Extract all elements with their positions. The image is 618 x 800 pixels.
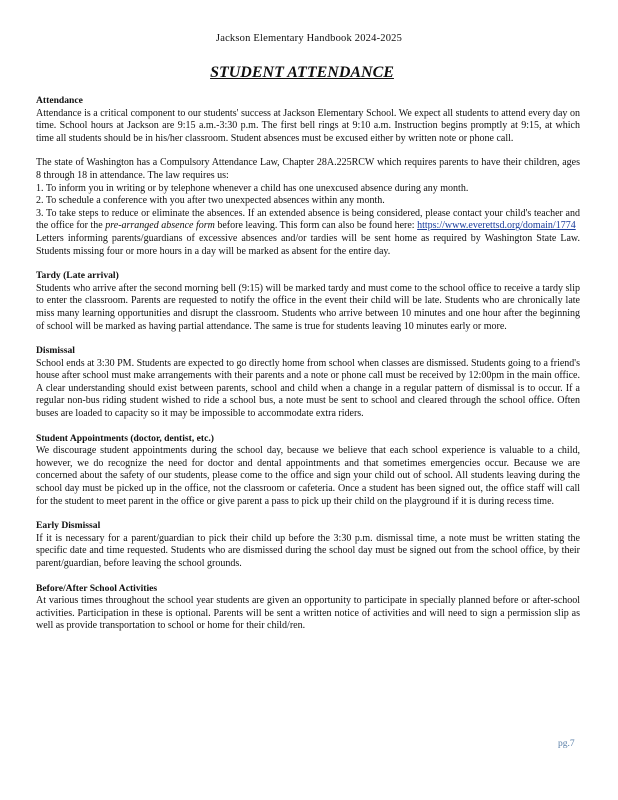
section-body: If it is necessary for a parent/guardian to pick their child up before the 3:30 p.m. dismissal time, a note must be written stating the specific date and time requested. Students who are dismissed during the school day must be signed out from the school office, by their parent/guardian, before leaving the school grounds. (36, 532, 580, 569)
section-body: At various times throughout the school year students are given an opportunity to participate in specially planned before or after-school activities. Participation in these is optional. Parents will be sent a written notice of activities and will need to sign a permission slip as well as provide transportation to school or home for their child/ren. (36, 595, 580, 632)
section-body: Students who arrive after the second morning bell (9:15) will be marked tardy and must come to the school office to receive a tardy slip to enter the classroom. Parents are requested to notify the office in the event their child will be late. Students who are chronically late miss many learning opportunities and disrupt the classroom. Students who arrive between 10 minutes and one hour after the beginning of school will be marked as having partial attendance. The same is true for students leaving 10 minutes early or more. (36, 282, 580, 332)
section-heading: Early Dismissal (36, 520, 101, 532)
section-state-law (36, 157, 580, 258)
section-activities (36, 583, 580, 633)
page-number: pg.7 (558, 739, 575, 749)
section-body: School ends at 3:30 PM. Students are expected to go directly home from school when classes are dismissed. Students going to a friend's house after school must make arrangements with their parents and a note or phone call must be received by 12:00pm in the main office. A clear understanding should exist between parents, school and child when a change in a regular pattern of dismissal is to occur. If a regular non-bus riding student wished to ride a school bus, a note must be sent to school and cleared through the school office. Often buses are loaded to capacity so it may be impossible to accommodate extra riders. (36, 357, 580, 420)
section-appointments (36, 433, 580, 509)
section-heading: Dismissal (36, 345, 75, 357)
list-item (36, 208, 580, 233)
section-body: Attendance is a critical component to our students' success at Jackson Elementary School. We expect all students to attend every day on time. School hours at Jackson are 9:15 a.m.-3:30 p.m. The first bell rings at 9:10 a.m. Instruction begins promptly at 9:15, at which time all students should be in his/her classroom. Student absences must be excused either by written note or phone call. (36, 107, 580, 144)
section-heading: Before/After School Activities (36, 582, 158, 594)
absence-form-name: pre-arranged absence form (105, 220, 215, 232)
list-item: 2. To schedule a conference with you after two unexpected absences within any month. (36, 195, 385, 207)
page-title-text: STUDENT ATTENDANCE (210, 64, 394, 81)
law-requirements-list (36, 183, 580, 233)
running-head: Jackson Elementary Handbook 2024-2025 (215, 33, 403, 44)
section-heading: Attendance (36, 95, 83, 106)
absence-form-link[interactable]: https://www.everettsd.org/domain/1774 (417, 220, 576, 232)
section-tardy (36, 270, 580, 333)
section-dismissal (36, 345, 580, 421)
section-heading: Student Appointments (doctor, dentist, etc.) (36, 432, 214, 444)
section-heading: Tardy (Late arrival) (36, 270, 119, 282)
content (36, 95, 580, 645)
list-item: 1. To inform you in writing or by telephone whenever a child has one unexcused absence during any month. (36, 182, 469, 194)
section-early-dismissal (36, 520, 580, 570)
page-title (0, 64, 618, 82)
section-attendance (36, 95, 580, 145)
list-item-text: before leaving. This form can also be found here: (217, 220, 415, 232)
section-body: We discourage student appointments during the school day, because we believe that each school experience is valuable to a child, however, we do recognize the need for doctor and dental appointments and that sometimes emergencies occur. Because we are concerned about the safety of our students, please come to the office and sign your child out of school. All students leaving during the school day must be picked up in the office, not the classroom or cafeteria. Once a student has been signed out, the office staff will call for the student to meet parent in the office or give parent a pass to pick up their child on the playground if it is during recess time. (36, 445, 580, 507)
letters-paragraph: Letters informing parents/guardians of excessive absences and/or tardies will be sent home as required by Washington State Law. Students missing four or more hours in a day will be marked as absent for the entire day. (36, 232, 580, 257)
state-law-intro: The state of Washington has a Compulsory Attendance Law, Chapter 28A.225RCW which requires parents to have their children, ages 8 through 18 in attendance. The law requires us: (36, 157, 580, 181)
list-item-text: 3. To take steps to reduce or eliminate the absences. If an extended absence is being considered, please contact your child's teacher and the office for the (36, 207, 580, 232)
